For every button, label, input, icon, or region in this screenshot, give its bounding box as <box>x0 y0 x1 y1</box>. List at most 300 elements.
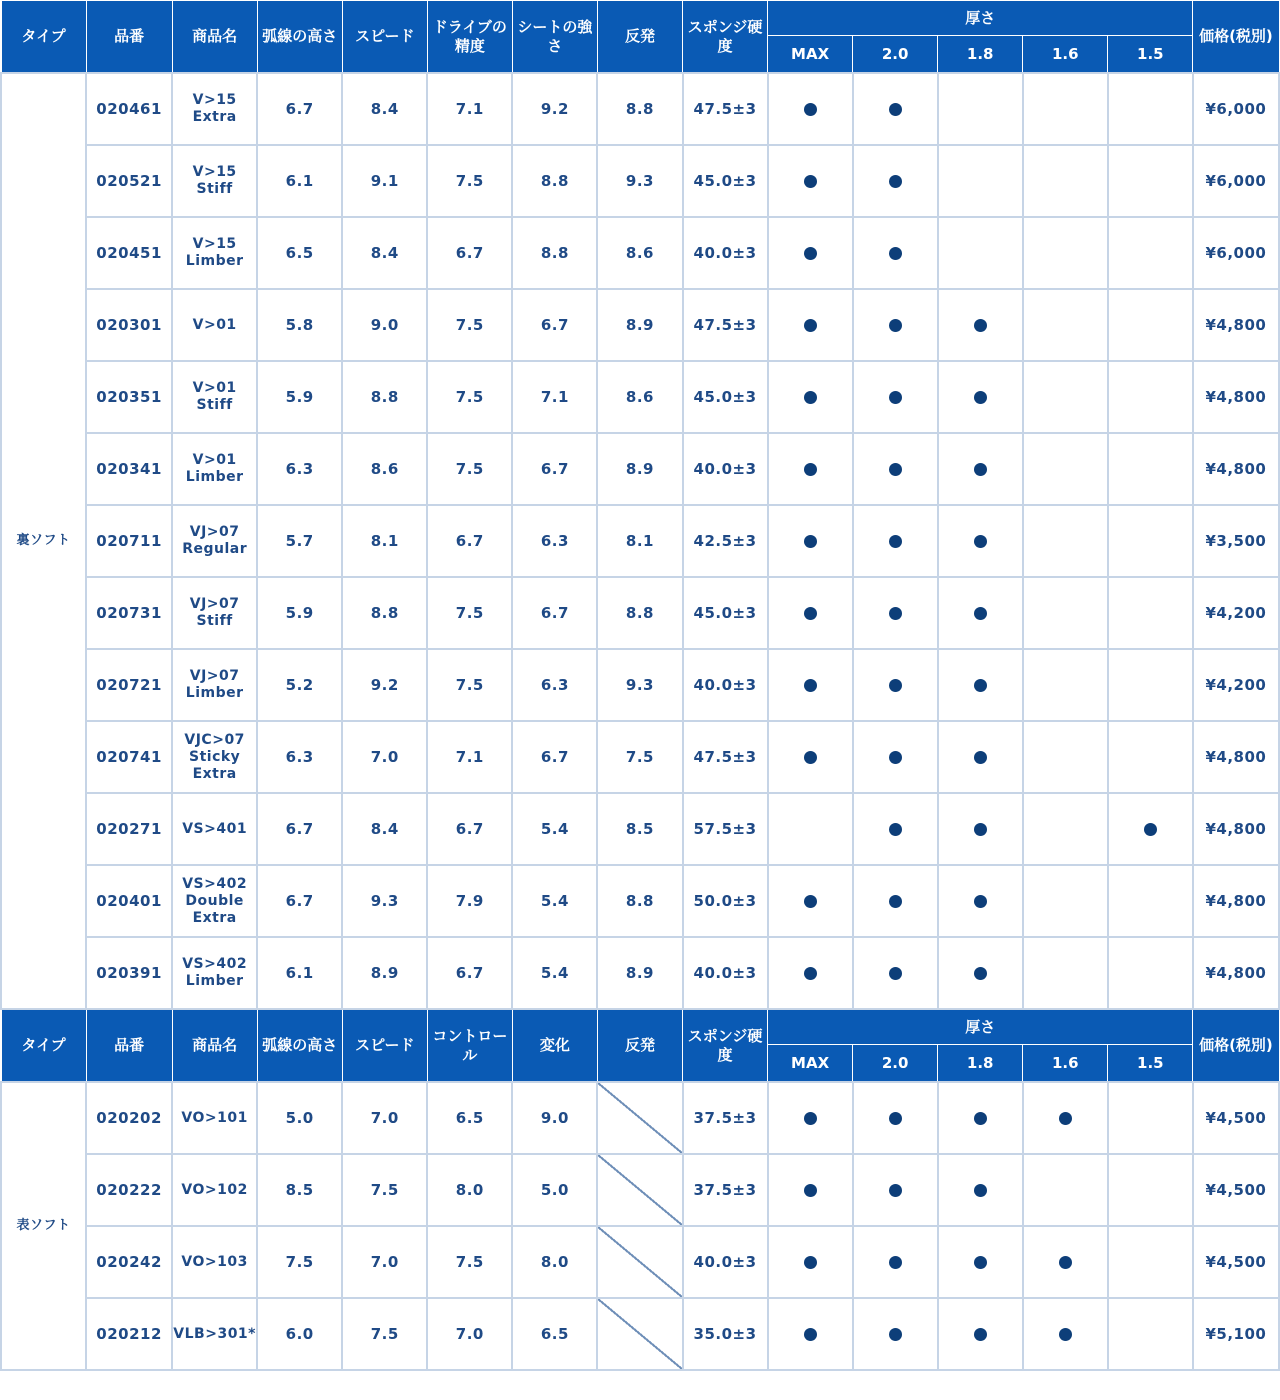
rating-v1: 6.7 <box>257 865 342 937</box>
price: ¥6,000 <box>1193 73 1279 145</box>
table-row <box>1 433 1279 505</box>
thickness-cell <box>1023 361 1108 433</box>
header-thickness-1-8: 1.8 <box>938 1045 1023 1083</box>
thickness-cell <box>1023 1154 1108 1226</box>
rating-v5: 8.1 <box>597 505 682 577</box>
thickness-cell <box>853 145 938 217</box>
rating-v1: 6.7 <box>257 73 342 145</box>
thickness-cell <box>938 1154 1023 1226</box>
product-code: 020721 <box>86 649 172 721</box>
rating-v5: 9.3 <box>597 145 682 217</box>
thickness-cell <box>768 289 853 361</box>
price: ¥4,200 <box>1193 577 1279 649</box>
available-dot-icon <box>1059 1328 1072 1341</box>
available-dot-icon <box>889 175 902 188</box>
thickness-cell <box>853 433 938 505</box>
product-name: VO>103 <box>172 1226 257 1298</box>
rating-v5: 7.5 <box>597 721 682 793</box>
product-code: 020222 <box>86 1154 172 1226</box>
header-drive: ドライブの精度 <box>427 1 512 74</box>
rating-v4: 5.4 <box>512 937 597 1009</box>
rating-v4: 6.7 <box>512 289 597 361</box>
header-thickness: 厚さ <box>768 1 1193 36</box>
thickness-cell <box>768 793 853 865</box>
available-dot-icon <box>974 1112 987 1125</box>
product-code: 020741 <box>86 721 172 793</box>
product-name: VJ>07 Stiff <box>172 577 257 649</box>
rating-v2: 8.4 <box>342 217 427 289</box>
thickness-cell <box>938 145 1023 217</box>
rating-v1: 6.3 <box>257 433 342 505</box>
thickness-cell <box>768 937 853 1009</box>
header-thickness-max: MAX <box>768 36 853 74</box>
table-row <box>1 577 1279 649</box>
sponge-hardness: 37.5±3 <box>683 1082 768 1154</box>
available-dot-icon <box>804 1112 817 1125</box>
price: ¥4,800 <box>1193 721 1279 793</box>
rating-v4: 9.2 <box>512 73 597 145</box>
price: ¥4,500 <box>1193 1226 1279 1298</box>
thickness-cell <box>1108 937 1193 1009</box>
thickness-cell <box>1023 865 1108 937</box>
thickness-cell <box>853 721 938 793</box>
available-dot-icon <box>974 823 987 836</box>
rating-v3: 7.1 <box>427 73 512 145</box>
sponge-hardness: 47.5±3 <box>683 289 768 361</box>
product-code: 020341 <box>86 433 172 505</box>
thickness-cell <box>768 1082 853 1154</box>
table-row <box>1 1082 1279 1154</box>
rating-v1: 5.9 <box>257 577 342 649</box>
rating-v1: 6.3 <box>257 721 342 793</box>
rating-v1: 8.5 <box>257 1154 342 1226</box>
thickness-cell <box>1108 217 1193 289</box>
header-name: 商品名 <box>172 1009 257 1082</box>
thickness-cell <box>938 793 1023 865</box>
available-dot-icon <box>889 535 902 548</box>
thickness-cell <box>1108 433 1193 505</box>
thickness-cell <box>938 73 1023 145</box>
rating-v3: 7.0 <box>427 1298 512 1370</box>
thickness-cell <box>853 361 938 433</box>
product-code: 020391 <box>86 937 172 1009</box>
available-dot-icon <box>974 751 987 764</box>
header-arc: 弧線の高さ <box>257 1009 342 1082</box>
available-dot-icon <box>974 535 987 548</box>
header-sponge: スポンジ硬度 <box>683 1 768 74</box>
price: ¥4,800 <box>1193 793 1279 865</box>
available-dot-icon <box>889 1328 902 1341</box>
thickness-cell <box>1108 289 1193 361</box>
available-dot-icon <box>974 967 987 980</box>
thickness-cell <box>938 361 1023 433</box>
thickness-cell <box>853 793 938 865</box>
product-name: V>15 Limber <box>172 217 257 289</box>
available-dot-icon <box>974 607 987 620</box>
thickness-cell <box>1108 1082 1193 1154</box>
product-code: 020212 <box>86 1298 172 1370</box>
rating-v2: 8.4 <box>342 793 427 865</box>
thickness-cell <box>1108 577 1193 649</box>
available-dot-icon <box>974 895 987 908</box>
price: ¥4,800 <box>1193 433 1279 505</box>
table-row <box>1 361 1279 433</box>
rating-v2: 9.3 <box>342 865 427 937</box>
thickness-cell <box>768 1154 853 1226</box>
header-rebound: 反発 <box>597 1 682 74</box>
rating-v3: 6.5 <box>427 1082 512 1154</box>
thickness-cell <box>853 505 938 577</box>
header-thickness-1-5: 1.5 <box>1108 36 1193 74</box>
available-dot-icon <box>804 607 817 620</box>
rating-v5: 9.3 <box>597 649 682 721</box>
header-row-1 <box>1 1 1279 36</box>
price: ¥6,000 <box>1193 145 1279 217</box>
header-thickness-1-6: 1.6 <box>1023 36 1108 74</box>
rating-v4: 8.8 <box>512 217 597 289</box>
rating-v4: 9.0 <box>512 1082 597 1154</box>
thickness-cell <box>938 577 1023 649</box>
price: ¥4,800 <box>1193 937 1279 1009</box>
sponge-hardness: 40.0±3 <box>683 433 768 505</box>
table-row <box>1 865 1279 937</box>
thickness-cell <box>853 937 938 1009</box>
header-thickness-max: MAX <box>768 1045 853 1083</box>
rating-v2: 9.0 <box>342 289 427 361</box>
available-dot-icon <box>889 895 902 908</box>
rating-v2: 9.1 <box>342 145 427 217</box>
rating-v1: 5.0 <box>257 1082 342 1154</box>
thickness-cell <box>1023 1298 1108 1370</box>
header-type: タイプ <box>1 1 86 74</box>
thickness-cell <box>1023 433 1108 505</box>
product-name: VS>402 Limber <box>172 937 257 1009</box>
table-row <box>1 145 1279 217</box>
header-rebound: 反発 <box>597 1009 682 1082</box>
available-dot-icon <box>804 175 817 188</box>
thickness-cell <box>768 433 853 505</box>
available-dot-icon <box>804 247 817 260</box>
product-code: 020301 <box>86 289 172 361</box>
rating-v1: 6.0 <box>257 1298 342 1370</box>
rating-v2: 7.0 <box>342 721 427 793</box>
price: ¥4,200 <box>1193 649 1279 721</box>
product-code: 020271 <box>86 793 172 865</box>
rating-v1: 6.1 <box>257 937 342 1009</box>
thickness-cell <box>938 1226 1023 1298</box>
rating-v3: 7.5 <box>427 361 512 433</box>
table2-header-row-1 <box>1 1009 1279 1045</box>
thickness-cell <box>1108 73 1193 145</box>
header-speed: スピード <box>342 1009 427 1082</box>
header-thickness-2-0: 2.0 <box>853 36 938 74</box>
thickness-cell <box>938 289 1023 361</box>
thickness-cell <box>768 649 853 721</box>
sponge-hardness: 50.0±3 <box>683 865 768 937</box>
rating-v2: 8.8 <box>342 361 427 433</box>
product-name: VLB>301* <box>172 1298 257 1370</box>
rating-v2: 8.9 <box>342 937 427 1009</box>
available-dot-icon <box>974 1256 987 1269</box>
available-dot-icon <box>889 463 902 476</box>
header-type: タイプ <box>1 1009 86 1082</box>
header-sponge: スポンジ硬度 <box>683 1009 768 1082</box>
product-code: 020451 <box>86 217 172 289</box>
available-dot-icon <box>804 391 817 404</box>
thickness-cell <box>1023 1226 1108 1298</box>
product-name: V>01 <box>172 289 257 361</box>
rating-v2: 7.0 <box>342 1226 427 1298</box>
rating-v2: 7.0 <box>342 1082 427 1154</box>
rating-v3: 7.9 <box>427 865 512 937</box>
product-name: VO>101 <box>172 1082 257 1154</box>
rating-v1: 7.5 <box>257 1226 342 1298</box>
type-label: 裏ソフト <box>1 73 86 1009</box>
table-row <box>1 505 1279 577</box>
rating-v5: 8.9 <box>597 289 682 361</box>
available-dot-icon <box>974 391 987 404</box>
rating-v5: 8.8 <box>597 865 682 937</box>
thickness-cell <box>1108 865 1193 937</box>
rating-v3: 7.5 <box>427 433 512 505</box>
available-dot-icon <box>974 319 987 332</box>
product-name: VJC>07 Sticky Extra <box>172 721 257 793</box>
sponge-hardness: 47.5±3 <box>683 721 768 793</box>
header-thickness-1-5: 1.5 <box>1108 1045 1193 1083</box>
thickness-cell <box>1108 793 1193 865</box>
table-row <box>1 289 1279 361</box>
thickness-cell <box>1108 505 1193 577</box>
header-code: 品番 <box>86 1 172 74</box>
rating-v3: 7.5 <box>427 145 512 217</box>
thickness-cell <box>853 1154 938 1226</box>
rating-v4: 7.1 <box>512 361 597 433</box>
available-dot-icon <box>804 1256 817 1269</box>
price: ¥6,000 <box>1193 217 1279 289</box>
available-dot-icon <box>1144 823 1157 836</box>
rating-v3: 7.5 <box>427 289 512 361</box>
thickness-cell <box>1023 505 1108 577</box>
rating-v3: 6.7 <box>427 937 512 1009</box>
thickness-cell <box>1023 577 1108 649</box>
rating-v5: 8.6 <box>597 217 682 289</box>
price: ¥4,500 <box>1193 1082 1279 1154</box>
thickness-cell <box>938 649 1023 721</box>
product-name: V>15 Stiff <box>172 145 257 217</box>
table-row <box>1 1226 1279 1298</box>
product-name: V>01 Stiff <box>172 361 257 433</box>
thickness-cell <box>938 865 1023 937</box>
product-name: VO>102 <box>172 1154 257 1226</box>
sponge-hardness: 57.5±3 <box>683 793 768 865</box>
rating-v4: 6.5 <box>512 1298 597 1370</box>
sponge-hardness: 40.0±3 <box>683 937 768 1009</box>
rating-v3: 7.5 <box>427 577 512 649</box>
thickness-cell <box>1023 721 1108 793</box>
thickness-cell <box>1108 721 1193 793</box>
available-dot-icon <box>804 535 817 548</box>
price: ¥4,800 <box>1193 361 1279 433</box>
sponge-hardness: 35.0±3 <box>683 1298 768 1370</box>
header-thickness-1-6: 1.6 <box>1023 1045 1108 1083</box>
product-name: VJ>07 Regular <box>172 505 257 577</box>
rating-v1: 5.2 <box>257 649 342 721</box>
sponge-hardness: 42.5±3 <box>683 505 768 577</box>
sponge-hardness: 47.5±3 <box>683 73 768 145</box>
product-name: VS>401 <box>172 793 257 865</box>
available-dot-icon <box>804 1184 817 1197</box>
table-row <box>1 937 1279 1009</box>
product-code: 020521 <box>86 145 172 217</box>
thickness-cell <box>1023 937 1108 1009</box>
thickness-cell <box>938 433 1023 505</box>
rating-v3: 6.7 <box>427 217 512 289</box>
thickness-cell <box>1108 1226 1193 1298</box>
sponge-hardness: 45.0±3 <box>683 145 768 217</box>
available-dot-icon <box>804 463 817 476</box>
sponge-hardness: 40.0±3 <box>683 1226 768 1298</box>
available-dot-icon <box>889 247 902 260</box>
thickness-cell <box>1023 145 1108 217</box>
sponge-hardness: 40.0±3 <box>683 217 768 289</box>
available-dot-icon <box>804 103 817 116</box>
thickness-cell <box>853 865 938 937</box>
available-dot-icon <box>804 967 817 980</box>
product-code: 020461 <box>86 73 172 145</box>
rating-v2: 8.4 <box>342 73 427 145</box>
table-row <box>1 217 1279 289</box>
available-dot-icon <box>889 103 902 116</box>
thickness-cell <box>853 1082 938 1154</box>
rating-v4: 8.8 <box>512 145 597 217</box>
thickness-cell <box>768 721 853 793</box>
rating-v3: 6.7 <box>427 505 512 577</box>
thickness-cell <box>853 289 938 361</box>
thickness-cell <box>1023 649 1108 721</box>
rating-v1: 6.7 <box>257 793 342 865</box>
available-dot-icon <box>974 1328 987 1341</box>
thickness-cell <box>768 145 853 217</box>
rating-v4: 5.4 <box>512 793 597 865</box>
rating-v2: 8.8 <box>342 577 427 649</box>
rating-v5: 8.6 <box>597 361 682 433</box>
rating-v4: 6.7 <box>512 433 597 505</box>
available-dot-icon <box>804 1328 817 1341</box>
available-dot-icon <box>889 1184 902 1197</box>
rating-v3: 8.0 <box>427 1154 512 1226</box>
sponge-hardness: 45.0±3 <box>683 577 768 649</box>
available-dot-icon <box>974 679 987 692</box>
thickness-cell <box>1023 217 1108 289</box>
thickness-cell <box>938 505 1023 577</box>
thickness-cell <box>853 649 938 721</box>
rating-v5: 8.5 <box>597 793 682 865</box>
table-row <box>1 649 1279 721</box>
rating-v5: 8.8 <box>597 73 682 145</box>
rating-v3: 7.5 <box>427 649 512 721</box>
price: ¥4,500 <box>1193 1154 1279 1226</box>
price: ¥3,500 <box>1193 505 1279 577</box>
available-dot-icon <box>889 391 902 404</box>
header-arc: 弧線の高さ <box>257 1 342 74</box>
rating-v3: 6.7 <box>427 793 512 865</box>
product-code: 020711 <box>86 505 172 577</box>
thickness-cell <box>768 1298 853 1370</box>
table-row <box>1 1298 1279 1370</box>
header-thickness: 厚さ <box>768 1009 1193 1045</box>
available-dot-icon <box>804 895 817 908</box>
thickness-cell <box>768 865 853 937</box>
rating-v4: 6.3 <box>512 505 597 577</box>
thickness-cell <box>768 577 853 649</box>
thickness-cell <box>1108 649 1193 721</box>
table1-body <box>1 73 1279 1009</box>
rating-v5: 8.8 <box>597 577 682 649</box>
rating-v1: 6.5 <box>257 217 342 289</box>
thickness-cell <box>853 577 938 649</box>
table-row <box>1 721 1279 793</box>
thickness-cell <box>853 217 938 289</box>
sponge-hardness: 40.0±3 <box>683 649 768 721</box>
available-dot-icon <box>889 967 902 980</box>
sponge-hardness: 45.0±3 <box>683 361 768 433</box>
table-row <box>1 1154 1279 1226</box>
thickness-cell <box>768 361 853 433</box>
thickness-cell <box>1023 73 1108 145</box>
available-dot-icon <box>974 463 987 476</box>
available-dot-icon <box>889 679 902 692</box>
rating-v2: 7.5 <box>342 1298 427 1370</box>
table-row <box>1 793 1279 865</box>
rating-v2: 8.6 <box>342 433 427 505</box>
thickness-cell <box>768 1226 853 1298</box>
not-applicable-cell <box>597 1226 682 1298</box>
available-dot-icon <box>974 1184 987 1197</box>
product-name: V>15 Extra <box>172 73 257 145</box>
rating-v1: 5.9 <box>257 361 342 433</box>
thickness-cell <box>768 73 853 145</box>
type-label: 表ソフト <box>1 1082 86 1370</box>
thickness-cell <box>768 217 853 289</box>
available-dot-icon <box>804 319 817 332</box>
thickness-cell <box>853 73 938 145</box>
thickness-cell <box>938 1298 1023 1370</box>
product-code: 020351 <box>86 361 172 433</box>
rating-v3: 7.5 <box>427 1226 512 1298</box>
rating-v5: 8.9 <box>597 937 682 1009</box>
header-sheet: シートの強さ <box>512 1 597 74</box>
thickness-cell <box>1108 1298 1193 1370</box>
rating-v2: 7.5 <box>342 1154 427 1226</box>
thickness-cell <box>1108 145 1193 217</box>
rating-v4: 6.7 <box>512 721 597 793</box>
rating-v2: 8.1 <box>342 505 427 577</box>
not-applicable-cell <box>597 1298 682 1370</box>
thickness-cell <box>768 505 853 577</box>
available-dot-icon <box>889 751 902 764</box>
thickness-cell <box>1023 1082 1108 1154</box>
header-name: 商品名 <box>172 1 257 74</box>
available-dot-icon <box>889 823 902 836</box>
available-dot-icon <box>889 319 902 332</box>
not-applicable-cell <box>597 1154 682 1226</box>
table-row <box>1 73 1279 145</box>
header-price: 価格(税別) <box>1193 1 1279 74</box>
rating-v4: 6.7 <box>512 577 597 649</box>
thickness-cell <box>938 1082 1023 1154</box>
rating-v3: 7.1 <box>427 721 512 793</box>
rating-v4: 5.4 <box>512 865 597 937</box>
